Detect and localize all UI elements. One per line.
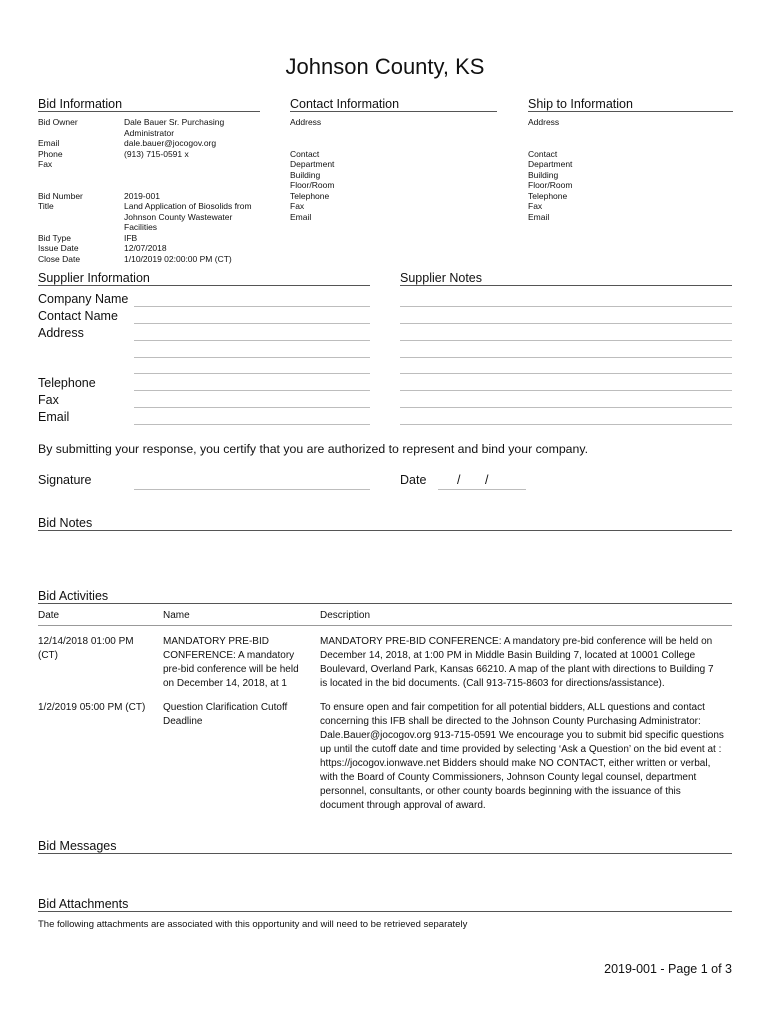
bid-info-values bbox=[124, 117, 252, 264]
contact-email-label: Email bbox=[290, 211, 312, 222]
ship-to-information-heading: Ship to Information bbox=[528, 97, 733, 112]
fax-label-supplier: Fax bbox=[38, 393, 59, 407]
supplier-notes-line[interactable] bbox=[400, 357, 732, 358]
company-name-label: Company Name bbox=[38, 292, 129, 306]
table-row-1-description: MANDATORY PRE-BID CONFERENCE: A mandatory pre-bid conference will be held on December 14, 2018, at 1:00 PM in Middle Basin Building 7, located at 10001 College Boulevard, Overland Park, Kansas 66210. A map of the plant with directions to Building 7 is located in the bid documents. (Call 913-715-8603 for directions/assistance). bbox=[320, 636, 714, 689]
supplier-notes-line[interactable] bbox=[400, 340, 732, 341]
column-header-description: Description bbox=[320, 610, 371, 621]
contact-address-label: Address bbox=[290, 117, 322, 127]
ship-contact-label: Contact bbox=[528, 148, 558, 159]
supplier-notes-line[interactable] bbox=[400, 306, 732, 307]
email-label-supplier: Email bbox=[38, 410, 70, 424]
contact-information-heading: Contact Information bbox=[290, 97, 497, 112]
bid-owner-label: Bid Owner bbox=[38, 117, 78, 127]
address-field-1[interactable] bbox=[134, 340, 370, 341]
bid-info-labels bbox=[38, 117, 83, 264]
email-label: Email bbox=[38, 138, 60, 148]
address-field-2[interactable] bbox=[134, 357, 370, 358]
page-footer: 2019-001 - Page 1 of 3 bbox=[604, 962, 732, 976]
bid-attachments-text: The following attachments are associated with this opportunity and will need to be retrieved separately bbox=[38, 919, 468, 930]
phone-label: Phone bbox=[38, 148, 63, 159]
title-value-3: Facilities bbox=[124, 222, 158, 232]
table-row-2-name: Question Clarification Cutoff Deadline bbox=[163, 702, 288, 727]
supplier-notes-line[interactable] bbox=[400, 373, 732, 374]
table-row-2-description: To ensure open and fair competition for all potential bidders, ALL questions and contact concerning this IFB shall be directed to the Johnson County Purchasing Administrator: Dale.Bauer@jocogov.org 913-715-0591 We encourage you to submit bid specific questions up until the cutoff date and time provided by selecting ‘Ask a Question’ on the bid event at : https://jocogov.ionwave.net Bidders should make NO CONTACT, either written or verbal, with the Board of County Commissioners, Johnson County legal counsel, department personnel, consultants, or other county boards beginning with the issuance of this document through approval of award. bbox=[320, 702, 724, 811]
page-title: Johnson County, KS bbox=[285, 54, 485, 79]
bid-number-label: Bid Number bbox=[38, 190, 83, 201]
email-field[interactable] bbox=[134, 424, 370, 425]
supplier-notes-line[interactable] bbox=[400, 323, 732, 324]
close-date-label: Close Date bbox=[38, 253, 81, 264]
issue-date-label: Issue Date bbox=[38, 243, 79, 253]
fax-field[interactable] bbox=[134, 407, 370, 408]
telephone-label: Telephone bbox=[38, 376, 96, 390]
contact-building-label: Building bbox=[290, 169, 321, 180]
contact-contact-label: Contact bbox=[290, 148, 320, 159]
certification-text: By submitting your response, you certify that you are authorized to represent and bind your company. bbox=[38, 442, 589, 456]
bid-attachments-heading: Bid Attachments bbox=[38, 897, 732, 912]
ship-fax-label: Fax bbox=[528, 201, 543, 211]
supplier-notes-line[interactable] bbox=[400, 424, 732, 425]
bid-number-value: 2019-001 bbox=[124, 190, 160, 201]
supplier-notes-heading: Supplier Notes bbox=[400, 271, 732, 286]
signature-label: Signature bbox=[38, 473, 92, 487]
ship-address-label: Address bbox=[528, 117, 560, 127]
bid-notes-heading: Bid Notes bbox=[38, 516, 732, 531]
issue-date-value: 12/07/2018 bbox=[124, 243, 167, 253]
fax-label: Fax bbox=[38, 159, 53, 169]
date-field[interactable] bbox=[438, 489, 526, 490]
table-row-1-name: MANDATORY PRE-BID CONFERENCE: A mandatory pre-bid conference will be held on December 14, 2018, at 1 bbox=[163, 636, 299, 689]
date-separator: / bbox=[485, 473, 489, 487]
date-label: Date bbox=[400, 473, 427, 487]
table-header-rule bbox=[38, 625, 732, 626]
contact-info-labels bbox=[290, 117, 334, 222]
telephone-field[interactable] bbox=[134, 390, 370, 391]
title-label: Title bbox=[38, 201, 54, 211]
contact-name-label: Contact Name bbox=[38, 309, 118, 323]
email-value: dale.bauer@jocogov.org bbox=[124, 138, 217, 148]
ship-email-label: Email bbox=[528, 211, 550, 222]
ship-floor-label: Floor/Room bbox=[528, 180, 573, 190]
column-header-date: Date bbox=[38, 610, 60, 621]
company-name-field[interactable] bbox=[134, 306, 370, 307]
bid-owner-value-2: Administrator bbox=[124, 127, 175, 138]
column-header-name: Name bbox=[163, 610, 190, 621]
ship-info-labels bbox=[528, 117, 572, 222]
ship-department-label: Department bbox=[528, 159, 573, 169]
close-date-value: 1/10/2019 02:00:00 PM (CT) bbox=[124, 253, 232, 264]
phone-value: (913) 715-0591 x bbox=[124, 148, 189, 159]
bid-messages-heading: Bid Messages bbox=[38, 839, 732, 854]
contact-name-field[interactable] bbox=[134, 323, 370, 324]
signature-field[interactable] bbox=[134, 489, 370, 490]
contact-floor-label: Floor/Room bbox=[290, 180, 335, 190]
contact-telephone-label: Telephone bbox=[290, 190, 330, 201]
supplier-notes-line[interactable] bbox=[400, 390, 732, 391]
bid-type-label: Bid Type bbox=[38, 232, 71, 243]
supplier-notes-line[interactable] bbox=[400, 407, 732, 408]
ship-building-label: Building bbox=[528, 169, 559, 180]
contact-department-label: Department bbox=[290, 159, 335, 169]
table-row-2-date: 1/2/2019 05:00 PM (CT) bbox=[38, 702, 146, 713]
address-field-3[interactable] bbox=[134, 373, 370, 374]
title-value-2: Johnson County Wastewater bbox=[124, 211, 233, 222]
bid-activities-heading: Bid Activities bbox=[38, 589, 732, 604]
table-row-1-date: 12/14/2018 01:00 PM (CT) bbox=[38, 636, 134, 661]
bid-owner-value: Dale Bauer Sr. Purchasing bbox=[124, 117, 225, 127]
bid-information-heading: Bid Information bbox=[38, 97, 260, 112]
contact-fax-label: Fax bbox=[290, 201, 305, 211]
supplier-information-heading: Supplier Information bbox=[38, 271, 370, 286]
date-separator: / bbox=[457, 473, 461, 487]
address-label: Address bbox=[38, 326, 84, 340]
bid-type-value: IFB bbox=[124, 232, 138, 243]
ship-telephone-label: Telephone bbox=[528, 190, 568, 201]
title-value: Land Application of Biosolids from bbox=[124, 201, 252, 211]
